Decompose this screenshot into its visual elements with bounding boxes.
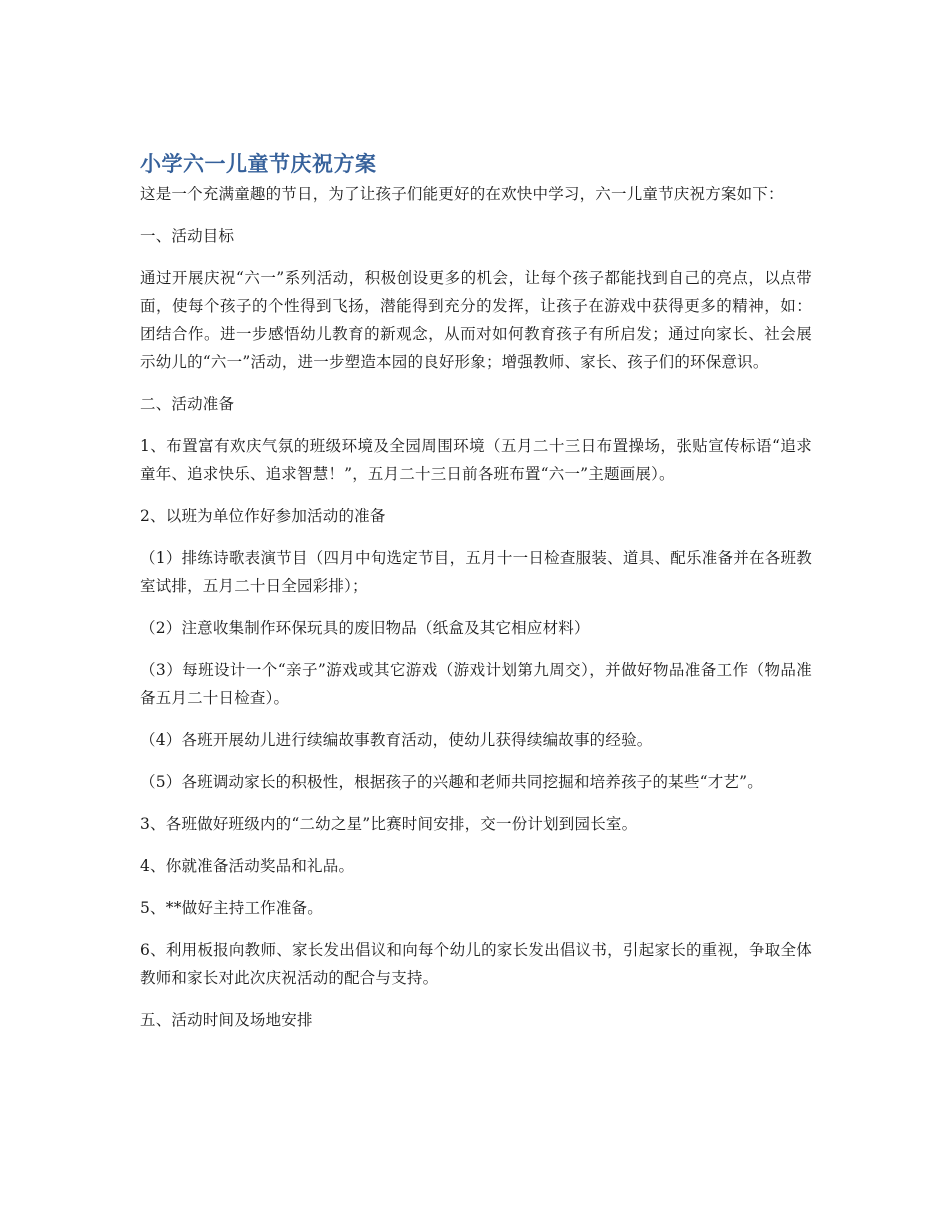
intro-paragraph: 这是一个充满童趣的节日，为了让孩子们能更好的在欢快中学习，六一儿童节庆祝方案如下： bbox=[140, 185, 784, 203]
list-item: （3）每班设计一个“亲子”游戏或其它游戏（游戏计划第九周交），并做好物品准备工作（物品准备五月二十日检查）。 bbox=[140, 661, 812, 707]
list-item: （1）排练诗歌表演节目（四月中旬选定节目，五月十一日检查服装、道具、配乐准备并在各班教室试排，五月二十日全园彩排）； bbox=[140, 549, 812, 595]
document-page bbox=[140, 148, 812, 1034]
list-item: 1、布置富有欢庆气氛的班级环境及全园周围环境（五月二十三日布置操场，张贴宣传标语“追求童年、追求快乐、追求智慧！”，五月二十三日前各班布置“六一”主题画展）。 bbox=[140, 437, 812, 483]
section-heading-schedule: 五、活动时间及场地安排 bbox=[140, 1011, 313, 1029]
document-title: 小学六一儿童节庆祝方案 bbox=[140, 152, 377, 176]
list-item: 6、利用板报向教师、家长发出倡议和向每个幼儿的家长发出倡议书，引起家长的重视，争取全体教师和家长对此次庆祝活动的配合与支持。 bbox=[140, 941, 812, 987]
list-item: 2、以班为单位作好参加活动的准备 bbox=[140, 507, 386, 525]
list-item: 4、你就准备活动奖品和礼品。 bbox=[140, 857, 355, 875]
list-item: 5、**做好主持工作准备。 bbox=[140, 899, 323, 917]
list-item: （5）各班调动家长的积极性，根据孩子的兴趣和老师共同挖掘和培养孩子的某些“才艺”。 bbox=[140, 773, 763, 791]
section-heading-goals: 一、活动目标 bbox=[140, 227, 235, 245]
list-item: （4）各班开展幼儿进行续编故事教育活动，使幼儿获得续编故事的经验。 bbox=[140, 731, 653, 749]
list-item: 3、各班做好班级内的“二幼之星”比赛时间安排，交一份计划到园长室。 bbox=[140, 815, 638, 833]
list-item: （2）注意收集制作环保玩具的废旧物品（纸盒及其它相应材料） bbox=[140, 619, 590, 637]
section-heading-preparation: 二、活动准备 bbox=[140, 395, 235, 413]
goals-paragraph: 通过开展庆祝“六一”系列活动，积极创设更多的机会，让每个孩子都能找到自己的亮点，以点带面，使每个孩子的个性得到飞扬，潜能得到充分的发挥，让孩子在游戏中获得更多的精神，如：团结合作。进一步感悟幼儿教育的新观念，从而对如何教育孩子有所启发；通过向家长、社会展示幼儿的“六一”活动，进一步塑造本园的良好形象；增强教师、家长、孩子们的环保意识。 bbox=[140, 269, 812, 371]
